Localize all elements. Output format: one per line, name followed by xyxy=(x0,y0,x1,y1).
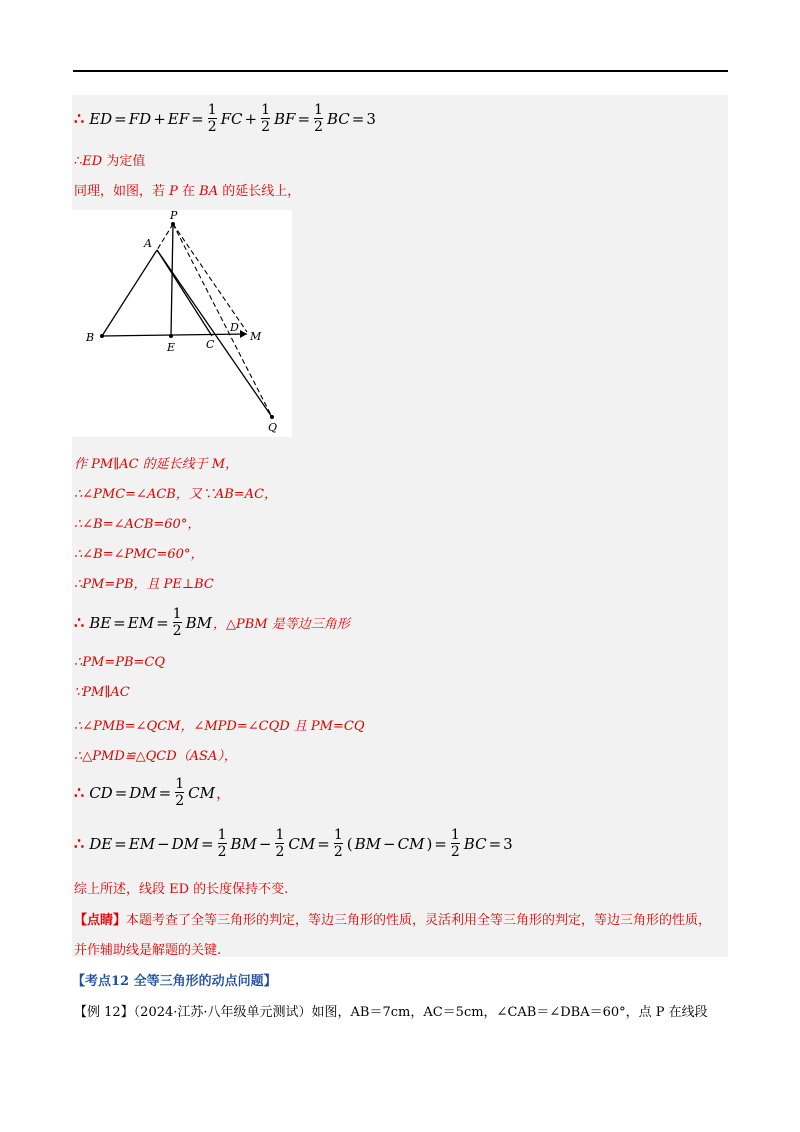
var-bm: BM xyxy=(354,834,382,853)
var-cm: CM xyxy=(188,783,216,802)
therefore-symbol: ∴ xyxy=(74,109,85,128)
var-em: EM xyxy=(128,834,156,853)
line-ed-constant: ∴ED 为定值 xyxy=(74,154,146,169)
label-c: C xyxy=(206,338,215,351)
var-de: DE xyxy=(89,834,113,853)
therefore-symbol: ∴ xyxy=(74,613,85,632)
fraction-half: $\frac{1}{2}$ xyxy=(333,827,343,860)
var-ef: EF xyxy=(167,109,190,128)
therefore-symbol: ∴ xyxy=(74,783,85,802)
equation-ed-sum: ∴ ED = FD + EF = $\frac{1}{2}$ FC + $\frac{1}{2}$ BF = $\frac{1}{2}$ BC = 3 xyxy=(74,102,376,135)
label-d: D xyxy=(230,321,239,334)
line-congruence: ∴△PMD≌△QCD（ASA）， xyxy=(74,749,237,764)
key-point-note xyxy=(74,906,724,966)
fraction-half: $\frac{1}{2}$ xyxy=(172,606,182,639)
var-bc: BC xyxy=(326,109,350,128)
fraction-half: $\frac{1}{2}$ xyxy=(261,102,271,135)
triangle-diagram xyxy=(72,210,292,437)
line-angle-pmc: ∴∠PMC=∠ACB，又∵AB=AC， xyxy=(74,487,278,502)
result-value: 3 xyxy=(366,109,376,128)
label-b: B xyxy=(86,331,95,344)
key-point-tag: 【点睛】 xyxy=(74,913,127,928)
var-bm: BM xyxy=(230,834,257,853)
line-construct-pm: 作 PM∥AC 的延长线于 M， xyxy=(74,457,239,472)
fraction-half: $\frac{1}{2}$ xyxy=(207,102,217,135)
dashed-pq xyxy=(173,224,272,417)
line-pm-parallel-ac: ∵PM∥AC xyxy=(74,685,130,700)
line-conclusion: 综上所述，线段 ED 的长度保持不变. xyxy=(74,882,289,897)
label-p: P xyxy=(170,210,178,222)
fraction-half: $\frac{1}{2}$ xyxy=(275,827,285,860)
dashed-pm xyxy=(173,224,247,332)
label-m: M xyxy=(250,330,262,343)
equilateral-note: ，△PBM 是等边三角形 xyxy=(212,617,350,632)
var-be: BE xyxy=(89,613,112,632)
header-rule xyxy=(73,70,728,72)
var-cm: CM xyxy=(397,834,425,853)
point-p xyxy=(171,222,175,226)
var-bc: BC xyxy=(463,834,487,853)
fraction-half: $\frac{1}{2}$ xyxy=(450,827,460,860)
var-bm: BM xyxy=(185,613,212,632)
fraction-half: $\frac{1}{2}$ xyxy=(314,102,323,135)
line-pm-pb: ∴PM=PB，且 PE⊥BC xyxy=(74,577,214,592)
label-q: Q xyxy=(268,421,278,434)
segment-bm xyxy=(102,334,247,336)
result-value: 3 xyxy=(503,834,513,853)
equation-de-final: ∴ DE = EM − DM = $\frac{1}{2}$ BM − $\frac{1}{2}$ CM = $\frac{1}{2}$ ( BM − CM ) = $\frac{1}{2}$ BC = 3 xyxy=(74,827,513,860)
var-fc: FC xyxy=(220,109,243,128)
segment-pe xyxy=(171,224,173,336)
var-cd: CD xyxy=(89,783,113,802)
fraction-half: $\frac{1}{2}$ xyxy=(217,827,227,860)
var-ed: ED xyxy=(89,109,113,128)
therefore-symbol: ∴ xyxy=(74,834,85,853)
point-q xyxy=(270,415,274,419)
segment-ba xyxy=(102,250,157,336)
line-angle-b-pmc: ∴∠B=∠PMC=60°， xyxy=(74,547,204,562)
var-em: EM xyxy=(127,613,155,632)
var-cm: CM xyxy=(288,834,316,853)
point-e xyxy=(169,334,173,338)
fraction-half: $\frac{1}{2}$ xyxy=(175,776,185,809)
example-problem: 【例 12】（2024·江苏·八年级单元测试）如图，AB＝7cm，AC＝5cm，∠CAB＝∠DBA＝60°，点 P 在线段 xyxy=(74,1005,708,1020)
var-fd: FD xyxy=(128,109,152,128)
label-a: A xyxy=(144,237,152,250)
var-dm: DM xyxy=(171,834,200,853)
line-angle-b-acb: ∴∠B=∠ACB=60°， xyxy=(74,517,201,532)
equation-cd-dm: ∴ CD = DM = $\frac{1}{2}$ CM ， xyxy=(74,776,232,809)
geometry-figure xyxy=(72,210,292,437)
section-heading: 【考点12 全等三角形的动点问题】 xyxy=(72,974,277,989)
line-angle-equalities: ∴∠PMB=∠QCM，∠MPD=∠CQD 且 PM=CQ xyxy=(74,719,365,734)
equation-be-em: ∴ BE = EM = $\frac{1}{2}$ BM ，△PBM 是等边三角形 xyxy=(74,606,350,639)
dashed-pa xyxy=(157,224,173,250)
key-point-text: 本题考查了全等三角形的判定，等边三角形的性质，灵活利用全等三角形的判定，等边三角形的性质，并作辅助线是解题的关键. xyxy=(74,913,712,958)
label-e: E xyxy=(167,341,176,354)
var-dm: DM xyxy=(129,783,157,802)
point-b xyxy=(100,334,104,338)
line-similarly: 同理，如图，若 P 在 BA 的延长线上， xyxy=(74,184,301,199)
line-pm-pb-cq: ∴PM=PB=CQ xyxy=(74,655,166,670)
var-bf: BF xyxy=(274,109,296,128)
